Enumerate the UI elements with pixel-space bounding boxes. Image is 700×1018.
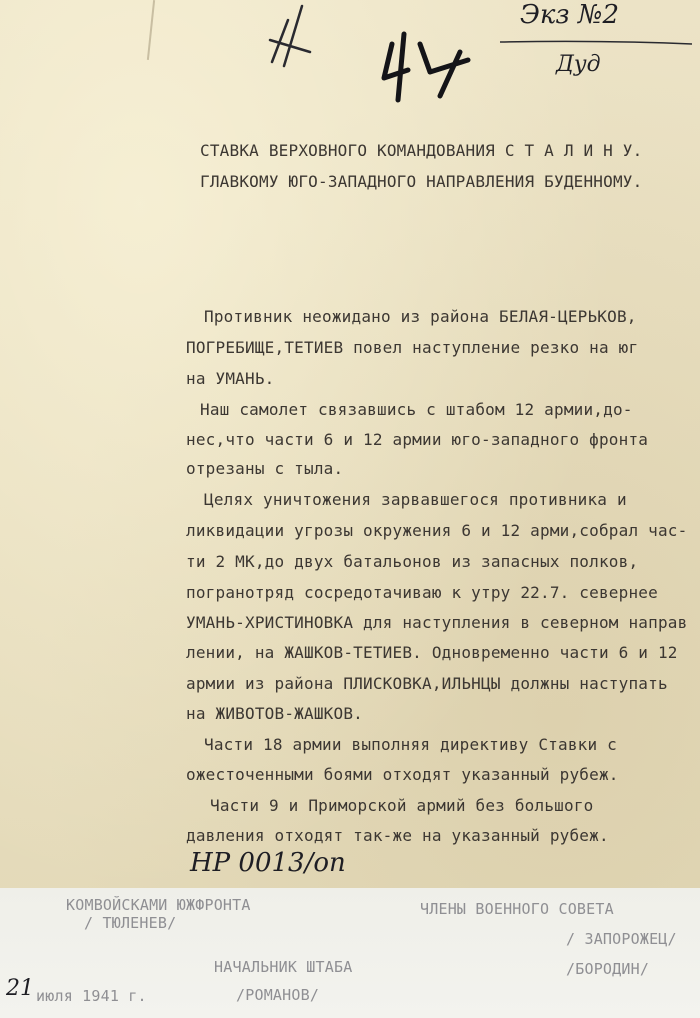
- addressee-line: ГЛАВКОМУ ЮГО-ЗАПАДНОГО НАПРАВЛЕНИЯ БУДЕННОМУ.: [200, 172, 643, 191]
- registration-number: НР 0013/оп: [190, 848, 346, 878]
- body-line: отрезаны с тыла.: [186, 459, 344, 478]
- body-line: на ЖИВОТОВ-ЖАШКОВ.: [186, 704, 363, 723]
- council-title: ЧЛЕНЫ ВОЕННОГО СОВЕТА: [420, 900, 614, 918]
- body-line: Целях уничтожения зарвавшегося противника и: [204, 490, 627, 509]
- marginal-note: Дуд: [556, 52, 601, 77]
- signature-strip: [0, 888, 700, 1018]
- commander-title: КОМВОЙСКАМИ ЮЖФРОНТА: [66, 896, 251, 914]
- date-text: июля 1941 г.: [36, 987, 147, 1005]
- body-line: УМАНЬ-ХРИСТИНОВКА для наступления в северном направ: [186, 613, 688, 632]
- date-day: 21: [6, 976, 34, 1001]
- council-name-2: /БОРОДИН/: [566, 960, 650, 978]
- body-line: на УМАНЬ.: [186, 369, 275, 388]
- body-line: лении, на ЖАШКОВ-ТЕТИЕВ. Одновременно части 6 и 12: [186, 643, 678, 662]
- body-line: Части 18 армии выполняя директиву Ставки с: [204, 735, 617, 754]
- body-line: нес,что части 6 и 12 армии юго-западного фронта: [186, 430, 649, 449]
- body-line: ПОГРЕБИЩЕ,ТЕТИЕВ повел наступление резко на юг: [186, 338, 639, 357]
- body-line: армии из района ПЛИСКОВКА,ИЛЬНЦЫ должны наступать: [186, 674, 668, 693]
- large-ink-mark: [384, 34, 468, 100]
- chief-of-staff-title: НАЧАЛЬНИК ШТАБА: [214, 958, 353, 976]
- body-line: ликвидации угрозы окружения 6 и 12 арми,собрал час-: [186, 521, 688, 540]
- council-name-1: / ЗАПОРОЖЕЦ/: [566, 930, 677, 948]
- body-line: Наш самолет связавшись с штабом 12 армии,до-: [200, 400, 633, 419]
- commander-name: / ТЮЛЕНЕВ/: [84, 914, 177, 932]
- copy-number-note: Экз №2: [520, 0, 620, 30]
- body-line: ти 2 МК,до двух батальонов из запасных полков,: [186, 552, 639, 571]
- body-line: Противник неожидано из района БЕЛАЯ-ЦЕРЬКОВ,: [204, 307, 637, 326]
- body-line: погранотряд сосредотачиваю к утру 22.7. севернее: [186, 583, 658, 602]
- body-line: ожесточенными боями отходят указанный рубеж.: [186, 765, 619, 784]
- resolution-scribble: [270, 6, 310, 66]
- body-line: давления отходят так-же на указанный рубеж.: [186, 826, 609, 845]
- chief-of-staff-name: /РОМАНОВ/: [236, 986, 320, 1004]
- copy-underline: [500, 41, 692, 44]
- body-line: Части 9 и Приморской армий без большого: [210, 796, 594, 815]
- addressee-line: СТАВКА ВЕРХОВНОГО КОМАНДОВАНИЯ С Т А Л И Н У.: [200, 141, 643, 160]
